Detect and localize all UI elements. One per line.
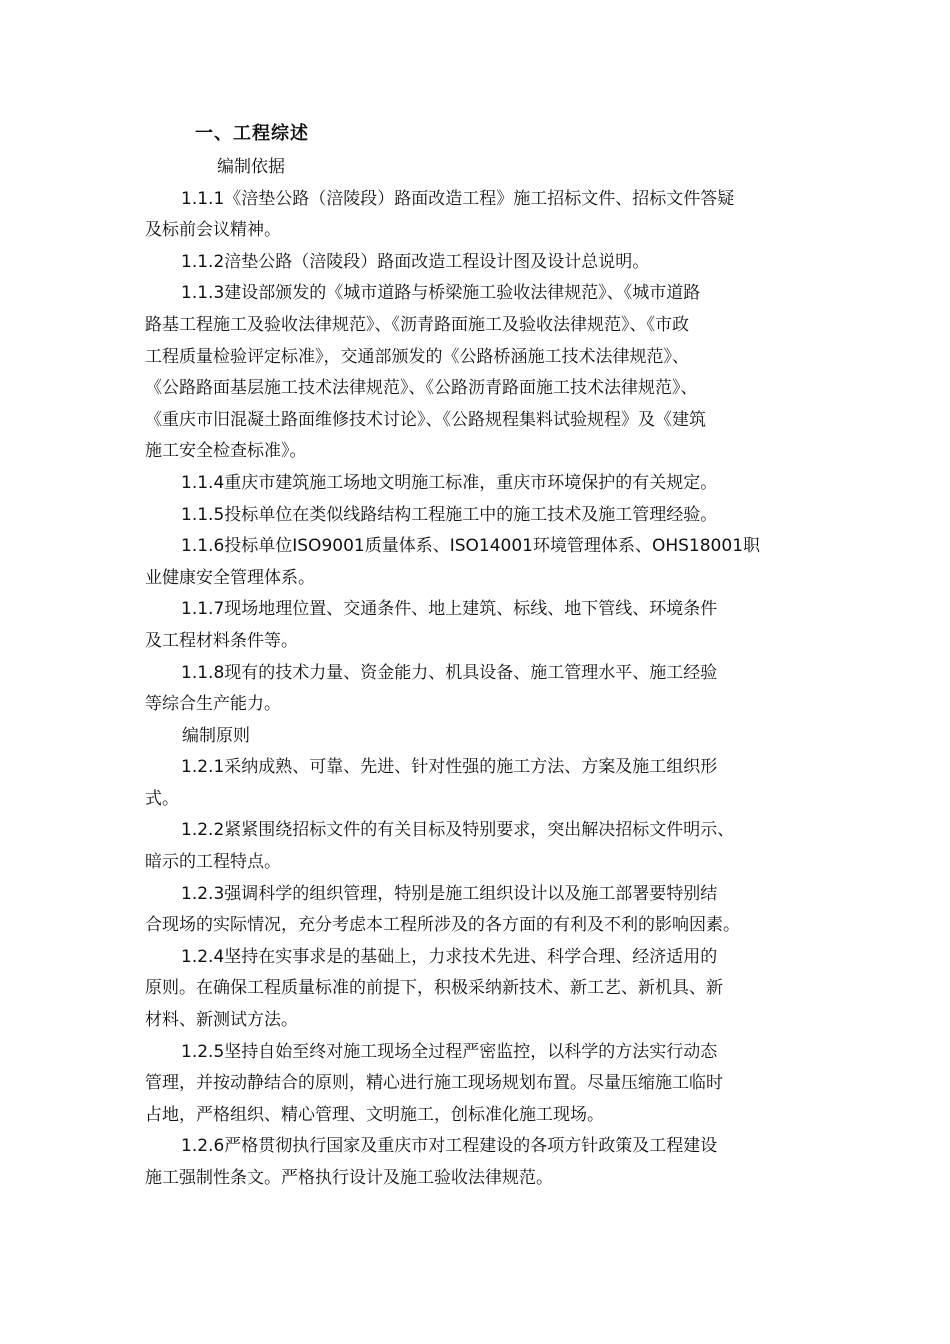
basis-paragraph: [145, 184, 825, 247]
basis-paragraph: [145, 278, 825, 468]
paragraph-line: 1.1.8现有的技术力量、资金能力、机具设备、施工管理水平、施工经验: [181, 662, 718, 683]
paragraph-line: 施工强制性条文。严格执行设计及施工验收法律规范。: [145, 1168, 553, 1188]
paragraph-line: 施工安全检查标准》。: [145, 441, 307, 462]
subsection-heading-basis: 编制依据: [217, 157, 285, 177]
document-body: [145, 152, 825, 1195]
basis-paragraph: [145, 500, 825, 532]
principle-paragraph: [145, 752, 825, 815]
principle-paragraph: [145, 879, 825, 942]
basis-paragraph: [145, 658, 825, 721]
paragraph-line: 《公路路面基层施工技术法律规范》、《公路沥青路面施工技术法律规范》、: [145, 378, 698, 399]
paragraph-line: 等综合生产能力。: [145, 694, 281, 715]
principle-paragraph: [145, 1131, 825, 1194]
paragraph-line: 1.1.2涪垫公路（涪陵段）路面改造工程设计图及设计总说明。: [181, 251, 650, 272]
subsection-heading-principles: 编制原则: [182, 725, 250, 746]
basis-paragraph: [145, 594, 825, 657]
paragraph-line: 式。: [145, 788, 179, 809]
basis-paragraph: [145, 531, 825, 594]
paragraph-line: 1.1.6投标单位ISO9001质量体系、ISO14001环境管理体系、OHS18001职: [181, 536, 761, 557]
paragraph-line: 1.2.2紧紧围绕招标文件的有关目标及特别要求，突出解决招标文件明示、: [181, 820, 735, 841]
paragraph-line: 业健康安全管理体系。: [145, 567, 315, 588]
paragraph-line: 合现场的实际情况，充分考虑本工程所涉及的各方面的有利及不利的影响因素。: [145, 915, 740, 936]
basis-paragraph: [145, 468, 825, 500]
principle-paragraph: [145, 1037, 825, 1132]
principle-paragraphs: [145, 752, 825, 1194]
section-title: 一、工程综述: [195, 123, 309, 144]
basis-paragraph: [145, 247, 825, 279]
paragraph-line: 《重庆市旧混凝土路面维修技术讨论》、《公路规程集料试验规程》及《建筑: [145, 409, 706, 430]
paragraph-line: 原则。在确保工程质量标准的前提下，积极采纳新技术、新工艺、新机具、新: [145, 978, 723, 999]
paragraph-line: 1.2.6严格贯彻执行国家及重庆市对工程建设的各项方针政策及工程建设: [181, 1136, 718, 1157]
paragraph-line: 1.1.1《涪垫公路（涪陵段）路面改造工程》施工招标文件、招标文件答疑: [181, 188, 735, 209]
paragraph-line: 及标前会议精神。: [145, 220, 281, 241]
paragraph-line: 1.2.1采纳成熟、可靠、先进、针对性强的施工方法、方案及施工组织形: [181, 757, 718, 778]
paragraph-line: 1.1.7现场地理位置、交通条件、地上建筑、标线、地下管线、环境条件: [181, 599, 718, 620]
principle-paragraph: [145, 815, 825, 878]
paragraph-line: 1.1.5投标单位在类似线路结构工程施工中的施工技术及施工管理经验。: [181, 504, 718, 525]
paragraph-line: 占地，严格组织、精心管理、文明施工，创标准化施工现场。: [145, 1104, 604, 1125]
paragraph-line: 1.1.4重庆市建筑施工场地文明施工标准，重庆市环境保护的有关规定。: [181, 472, 718, 493]
paragraph-line: 1.2.4坚持在实事求是的基础上，力求技术先进、科学合理、经济适用的: [181, 946, 718, 967]
paragraph-line: 暗示的工程特点。: [145, 852, 281, 873]
paragraph-line: 及工程材料条件等。: [145, 630, 298, 651]
paragraph-line: 路基工程施工及验收法律规范》、《沥青路面施工及验收法律规范》、《市政: [145, 314, 689, 335]
paragraph-line: 材料、新测试方法。: [145, 1010, 298, 1031]
basis-paragraphs: [145, 184, 825, 721]
principle-paragraph: [145, 942, 825, 1037]
paragraph-line: 1.2.5坚持自始至终对施工现场全过程严密监控，以科学的方法实行动态: [181, 1041, 718, 1062]
paragraph-line: 1.2.3强调科学的组织管理，特别是施工组织设计以及施工部署要特别结: [181, 883, 718, 904]
paragraph-line: 管理，并按动静结合的原则，精心进行施工现场规划布置。尽量压缩施工临时: [145, 1073, 723, 1094]
paragraph-line: 工程质量检验评定标准》，交通部颁发的《公路桥涵施工技术法律规范》、: [145, 346, 689, 367]
paragraph-line: 1.1.3建设部颁发的《城市道路与桥梁施工验收法律规范》、《城市道路: [181, 283, 701, 304]
